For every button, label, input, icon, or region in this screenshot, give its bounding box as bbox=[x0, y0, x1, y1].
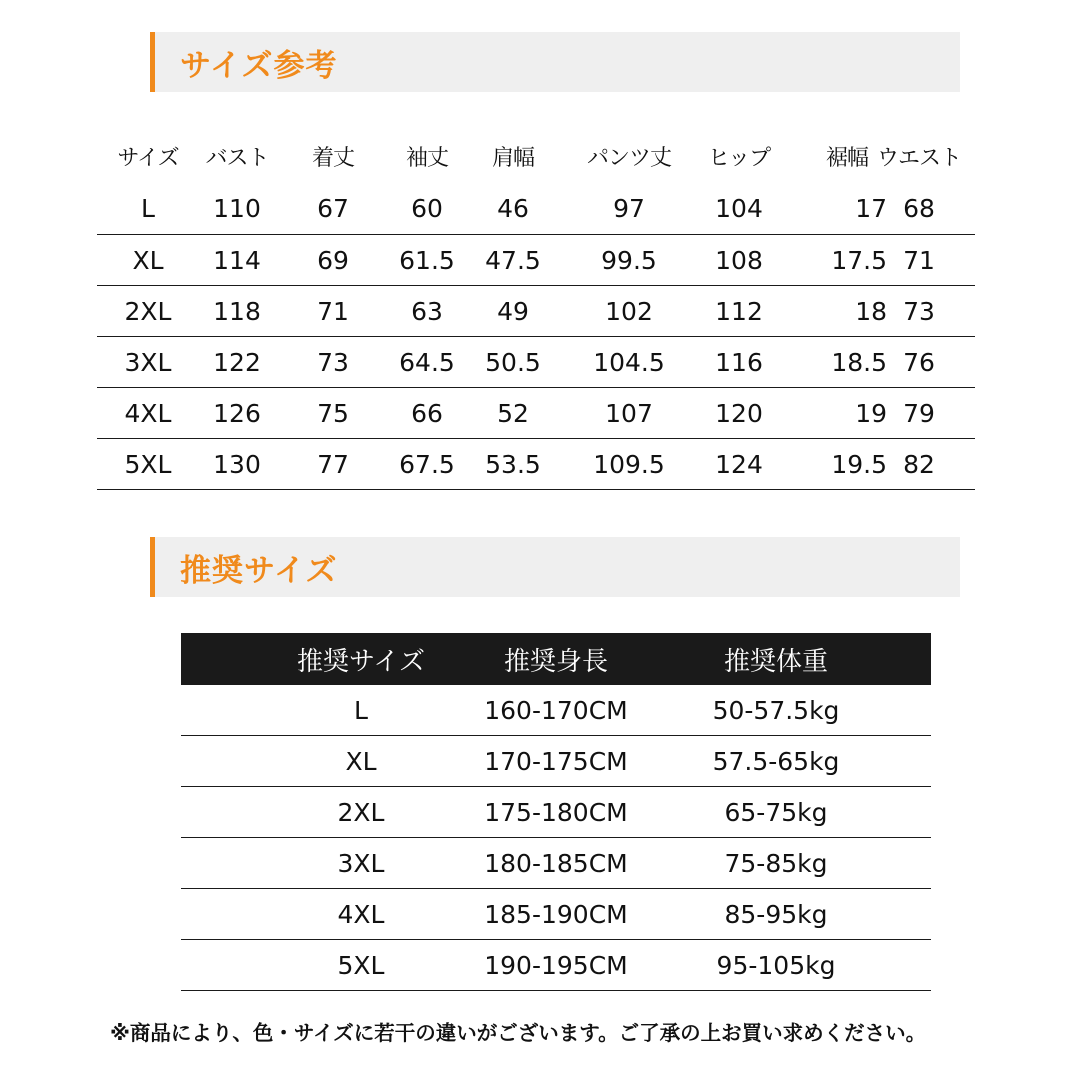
cell-shoulder: 47.5 bbox=[485, 245, 541, 275]
cell-sleeve: 63 bbox=[411, 296, 443, 326]
cell-recommended-weight: 75-85kg bbox=[724, 848, 828, 878]
column-header-hem-width: 裾幅 bbox=[825, 145, 868, 171]
cell-hem-width: 19.5 bbox=[831, 449, 887, 479]
cell-length: 75 bbox=[317, 398, 349, 428]
column-header-recommended-size: 推奨サイズ bbox=[297, 646, 425, 677]
cell-pants-length: 107 bbox=[605, 398, 653, 428]
size-reference-title: サイズ参考 bbox=[180, 48, 338, 84]
cell-recommended-size: XL bbox=[345, 746, 377, 776]
cell-hem-width: 17 bbox=[855, 193, 887, 223]
table-row bbox=[97, 235, 975, 286]
cell-pants-length: 109.5 bbox=[593, 449, 665, 479]
cell-shoulder: 52 bbox=[497, 398, 529, 428]
recommended-size-title: 推奨サイズ bbox=[180, 553, 338, 589]
cell-recommended-size: L bbox=[354, 695, 368, 725]
cell-recommended-height: 180-185CM bbox=[484, 848, 628, 878]
cell-sleeve: 61.5 bbox=[399, 245, 455, 275]
cell-recommended-height: 175-180CM bbox=[484, 797, 628, 827]
cell-shoulder: 50.5 bbox=[485, 347, 541, 377]
cell-sleeve: 66 bbox=[411, 398, 443, 428]
cell-size: XL bbox=[132, 245, 164, 275]
cell-bust: 130 bbox=[213, 449, 261, 479]
cell-pants-length: 104.5 bbox=[593, 347, 665, 377]
cell-hem-width: 17.5 bbox=[831, 245, 887, 275]
cell-recommended-weight: 57.5-65kg bbox=[712, 746, 840, 776]
cell-waist: 71 bbox=[903, 245, 935, 275]
cell-bust: 114 bbox=[213, 245, 261, 275]
table-row bbox=[181, 685, 931, 736]
table-row bbox=[97, 286, 975, 337]
cell-hem-width: 19 bbox=[855, 398, 887, 428]
cell-sleeve: 67.5 bbox=[399, 449, 455, 479]
cell-recommended-height: 160-170CM bbox=[484, 695, 628, 725]
column-header-pants-length: パンツ丈 bbox=[586, 145, 671, 171]
cell-bust: 126 bbox=[213, 398, 261, 428]
cell-bust: 122 bbox=[213, 347, 261, 377]
cell-length: 71 bbox=[317, 296, 349, 326]
cell-hip: 108 bbox=[715, 245, 763, 275]
cell-length: 77 bbox=[317, 449, 349, 479]
cell-shoulder: 53.5 bbox=[485, 449, 541, 479]
cell-waist: 76 bbox=[903, 347, 935, 377]
cell-hem-width: 18.5 bbox=[831, 347, 887, 377]
recommended-size-header bbox=[150, 537, 960, 597]
cell-length: 67 bbox=[317, 193, 349, 223]
table-row bbox=[181, 787, 931, 838]
cell-recommended-weight: 50-57.5kg bbox=[712, 695, 840, 725]
cell-hip: 120 bbox=[715, 398, 763, 428]
cell-waist: 82 bbox=[903, 449, 935, 479]
cell-waist: 68 bbox=[903, 193, 935, 223]
table-row bbox=[97, 439, 975, 490]
column-header-size: サイズ bbox=[117, 145, 179, 171]
cell-pants-length: 97 bbox=[613, 193, 645, 223]
cell-hip: 112 bbox=[715, 296, 763, 326]
cell-recommended-weight: 85-95kg bbox=[724, 899, 828, 929]
table-row bbox=[97, 182, 975, 235]
cell-size: 3XL bbox=[124, 347, 172, 377]
cell-hem-width: 18 bbox=[855, 296, 887, 326]
cell-pants-length: 99.5 bbox=[601, 245, 657, 275]
column-header-sleeve: 袖丈 bbox=[405, 145, 448, 171]
cell-sleeve: 60 bbox=[411, 193, 443, 223]
column-header-recommended-weight: 推奨体重 bbox=[723, 646, 828, 677]
cell-hip: 104 bbox=[715, 193, 763, 223]
column-header-bust: バスト bbox=[205, 145, 269, 171]
cell-shoulder: 46 bbox=[497, 193, 529, 223]
cell-recommended-weight: 95-105kg bbox=[716, 950, 836, 980]
column-header-length: 着丈 bbox=[311, 145, 354, 171]
cell-recommended-height: 190-195CM bbox=[484, 950, 628, 980]
cell-recommended-size: 5XL bbox=[337, 950, 385, 980]
cell-length: 73 bbox=[317, 347, 349, 377]
table-row bbox=[181, 940, 931, 991]
cell-waist: 79 bbox=[903, 398, 935, 428]
cell-recommended-height: 185-190CM bbox=[484, 899, 628, 929]
cell-sleeve: 64.5 bbox=[399, 347, 455, 377]
size-reference-header bbox=[150, 32, 960, 92]
cell-hip: 124 bbox=[715, 449, 763, 479]
table-row bbox=[181, 736, 931, 787]
column-header-waist: ウエスト bbox=[876, 145, 961, 171]
cell-recommended-height: 170-175CM bbox=[484, 746, 628, 776]
recommended-table-header-row bbox=[181, 633, 931, 685]
cell-bust: 110 bbox=[213, 193, 261, 223]
recommended-size-table bbox=[181, 633, 931, 991]
cell-length: 69 bbox=[317, 245, 349, 275]
cell-pants-length: 102 bbox=[605, 296, 653, 326]
cell-waist: 73 bbox=[903, 296, 935, 326]
column-header-hip: ヒップ bbox=[707, 145, 771, 171]
size-table-header-row bbox=[97, 130, 975, 182]
cell-recommended-weight: 65-75kg bbox=[724, 797, 828, 827]
cell-size: 5XL bbox=[124, 449, 172, 479]
table-row bbox=[181, 889, 931, 940]
cell-hip: 116 bbox=[715, 347, 763, 377]
table-row bbox=[97, 388, 975, 439]
table-row bbox=[97, 337, 975, 388]
disclaimer-note: ※商品により、色・サイズに若干の違いがございます。ご了承の上お買い求めください。 bbox=[110, 1021, 927, 1045]
cell-size: L bbox=[141, 193, 155, 223]
cell-bust: 118 bbox=[213, 296, 261, 326]
cell-recommended-size: 4XL bbox=[337, 899, 385, 929]
size-table bbox=[97, 130, 975, 490]
cell-size: 4XL bbox=[124, 398, 172, 428]
cell-recommended-size: 3XL bbox=[337, 848, 385, 878]
cell-size: 2XL bbox=[124, 296, 172, 326]
cell-shoulder: 49 bbox=[497, 296, 529, 326]
cell-recommended-size: 2XL bbox=[337, 797, 385, 827]
table-row bbox=[181, 838, 931, 889]
column-header-shoulder: 肩幅 bbox=[491, 145, 534, 171]
column-header-recommended-height: 推奨身長 bbox=[503, 646, 608, 677]
